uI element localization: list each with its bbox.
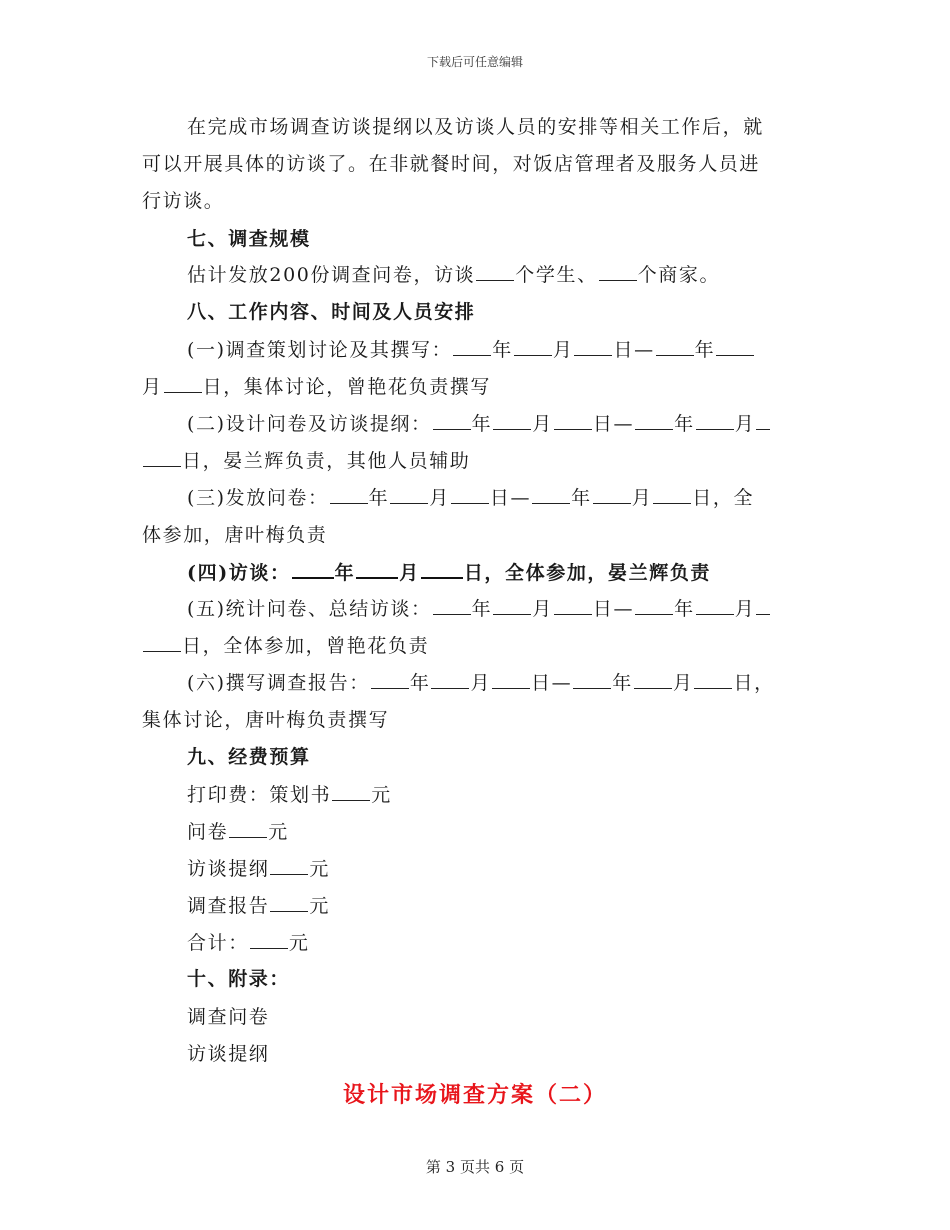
section-9-heading: 九、经费预算 [187,746,311,768]
budget-questionnaire: 问卷 元 [187,821,289,843]
appendix-item-1: 调查问卷 [187,1006,270,1028]
schedule-item-1-cont: 月 日，集体讨论，曾艳花负责撰写 [142,376,492,398]
schedule-item-5-cont: 日，全体参加，曾艳花负责 [142,633,429,659]
budget-print: 打印费：策划书 元 [187,784,392,806]
intro-line-1: 在完成市场调查访谈提纲以及访谈人员的安排等相关工作后，就 [187,116,764,138]
schedule-item-6: (六)撰写调查报告： 年 月 日— 年 月 日， [187,672,775,694]
intro-line-2: 可以开展具体的访谈了。在非就餐时间，对饭店管理者及服务人员进 [142,153,761,175]
section-10-heading: 十、附录： [187,968,291,990]
section-7-text: 估计发放200份调查问卷，访谈 个学生、 个商家。 [187,264,721,286]
section-7-heading: 七、调查规模 [187,228,311,250]
schedule-item-2-cont: 日，晏兰辉负责，其他人员辅助 [142,448,470,474]
schedule-item-6-cont: 集体讨论，唐叶梅负责撰写 [142,709,390,731]
schedule-item-2: (二)设计问卷及访谈提纲： 年 月 日— 年 月 [187,411,771,437]
next-section-title: 设计市场调查方案（二） [342,1082,607,1108]
section-8-heading: 八、工作内容、时间及人员安排 [187,301,476,323]
page-header: 下载后可任意编辑 [426,55,523,69]
schedule-item-5: (五)统计问卷、总结访谈： 年 月 日— 年 月 [187,596,771,622]
schedule-item-1: (一)调查策划讨论及其撰写： 年 月 日— 年 [187,337,755,363]
intro-line-3: 行访谈。 [142,190,225,212]
budget-report: 调查报告 元 [187,895,331,917]
page-footer: 第 3 页共 6 页 [425,1158,525,1176]
schedule-item-3: (三)发放问卷： 年 月 日— 年 月 日，全 [187,487,755,509]
budget-outline: 访谈提纲 元 [187,858,331,880]
schedule-item-4: (四)访谈： 年 月 日，全体参加，晏兰辉负责 [187,559,711,586]
schedule-item-3-cont: 体参加，唐叶梅负责 [142,524,328,546]
budget-total: 合计： 元 [187,932,310,954]
appendix-item-2: 访谈提纲 [187,1043,270,1065]
